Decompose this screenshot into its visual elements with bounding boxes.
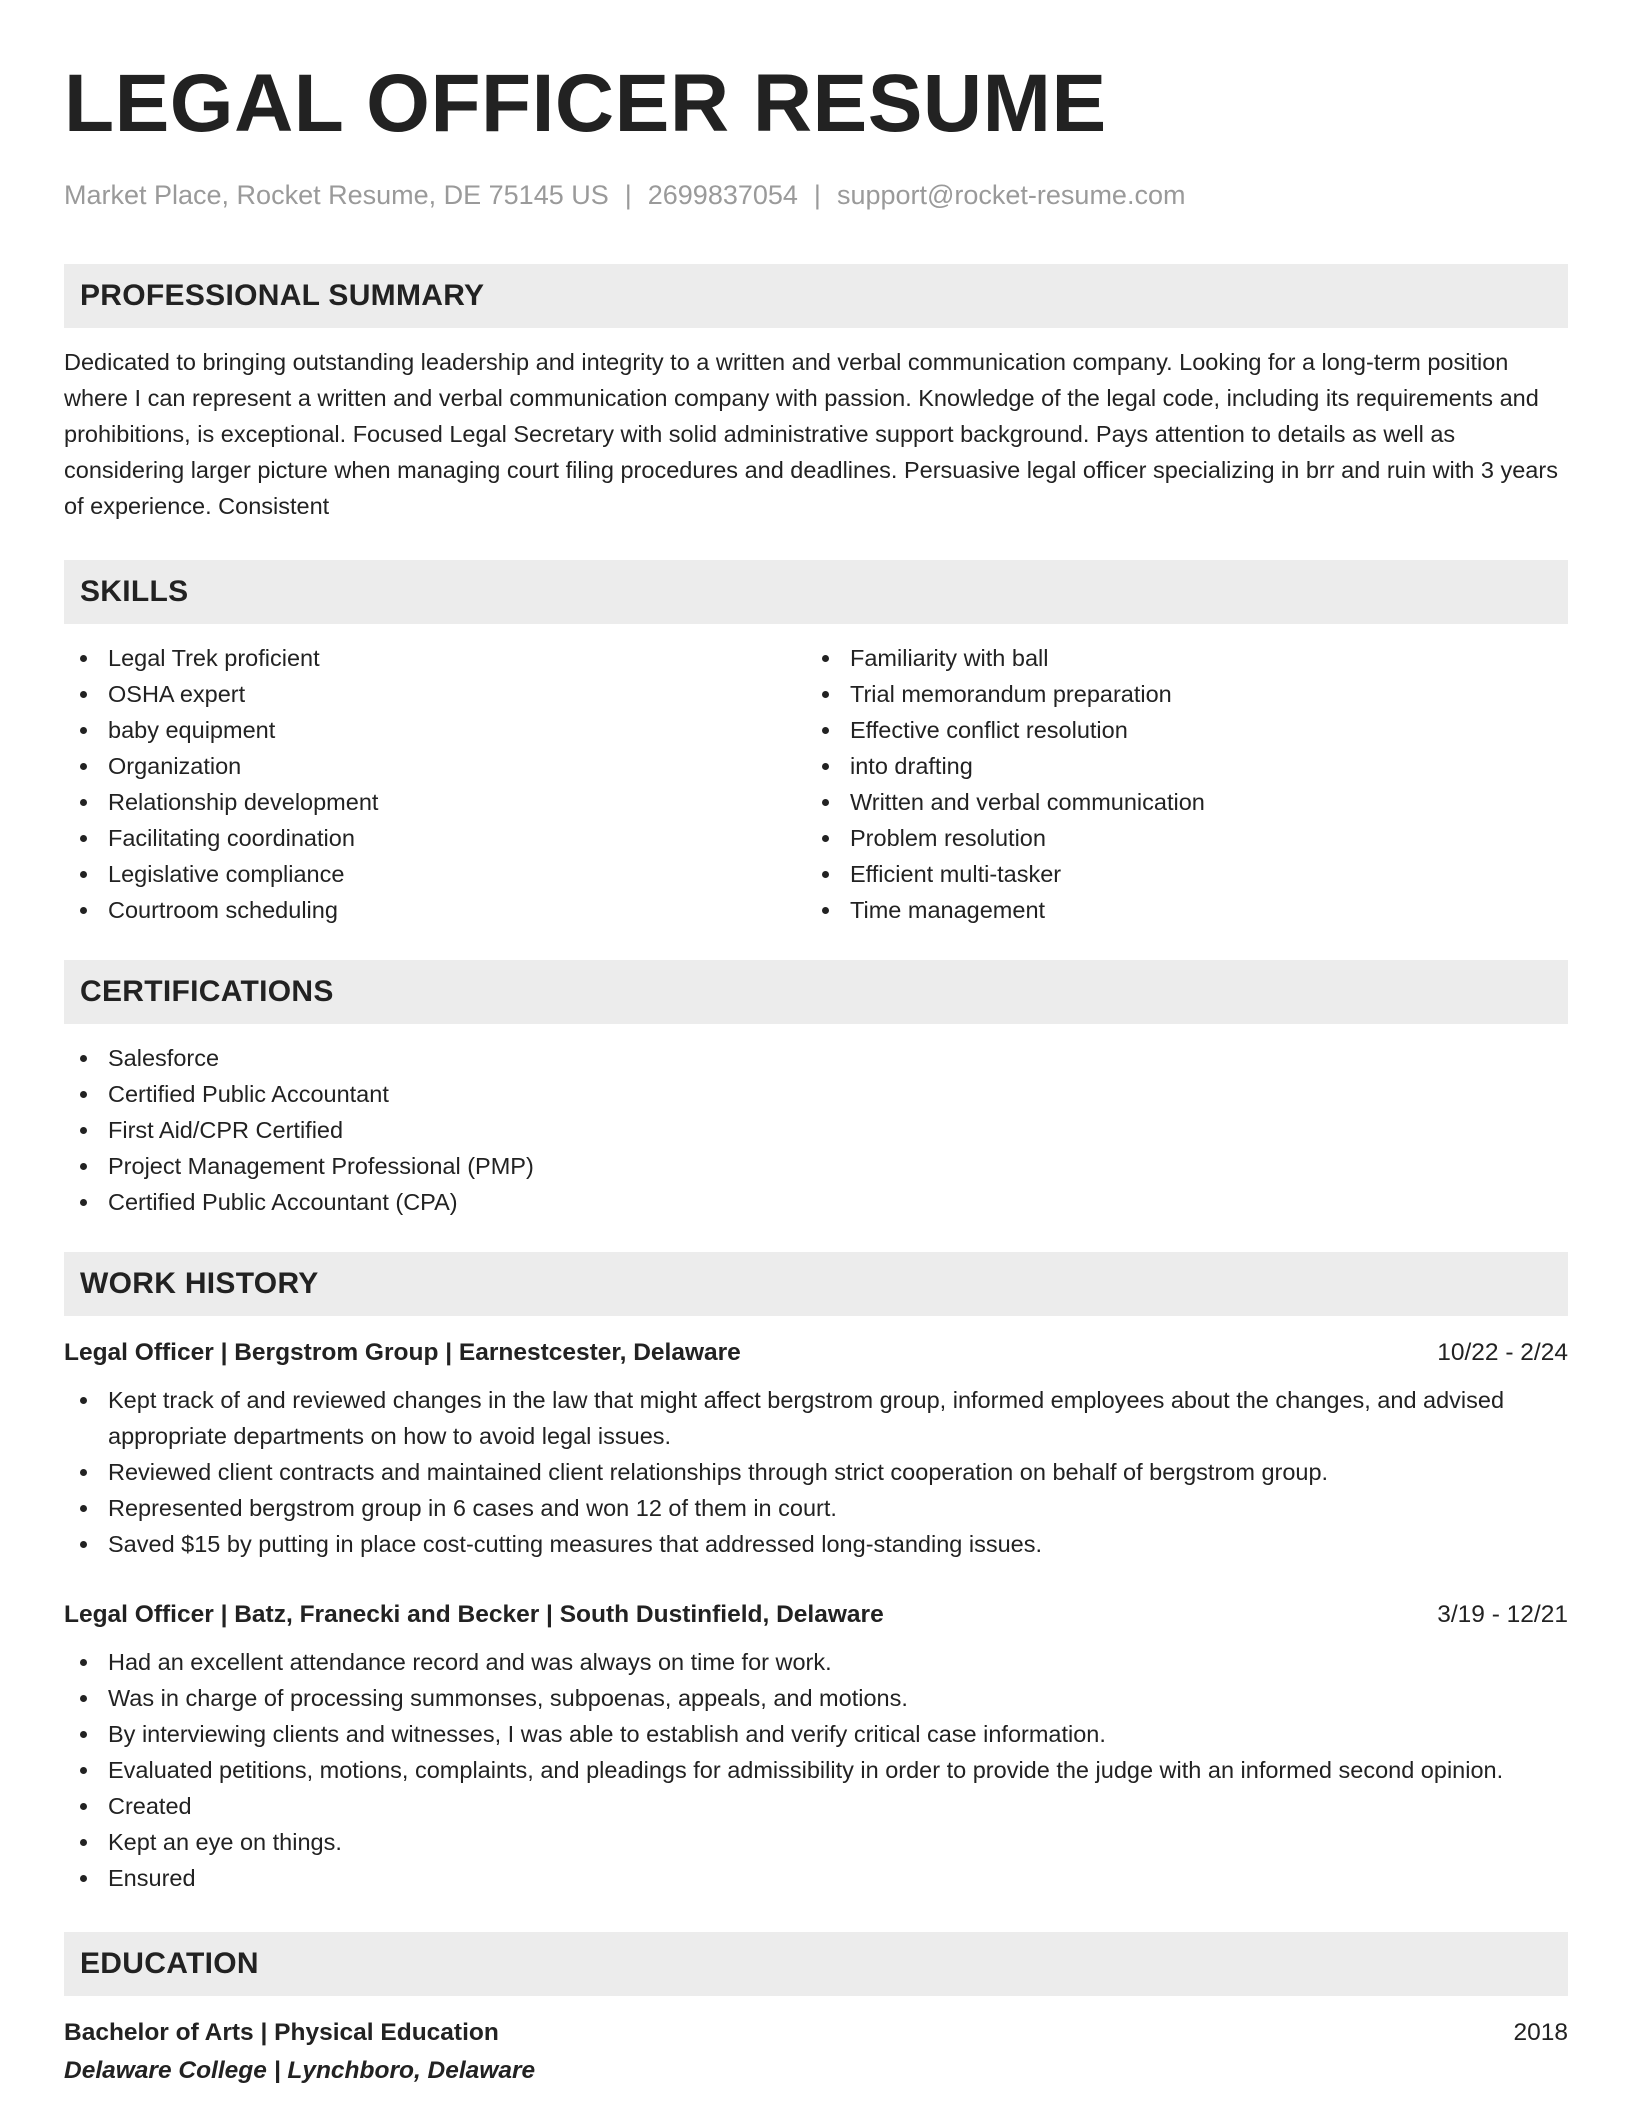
skill-item: Familiarity with ball [806,640,1205,676]
skill-item: Legislative compliance [64,856,806,892]
contact-phone: 2699837054 [647,180,798,210]
job-bullet-list [64,1644,1568,1896]
section-header-summary: PROFESSIONAL SUMMARY [64,264,1568,328]
skill-item: OSHA expert [64,676,806,712]
skill-item: Written and verbal communication [806,784,1205,820]
contact-address: Market Place, Rocket Resume, DE 75145 US [64,180,609,210]
job-bullet: Kept an eye on things. [64,1824,1568,1860]
skills-grid [64,640,1568,928]
section-header-education: EDUCATION [64,1932,1568,1996]
job-dates: 10/22 - 2/24 [1437,1339,1568,1366]
summary-text: Dedicated to bringing outstanding leadership and integrity to a written and verbal communication company. Looking for a long-term position where I can represent a written and verbal communication company with passion. Knowledge of the legal code, including its requirements and prohibitions, is exceptional. Focused Legal Secretary with solid administrative support background. Pays attention to details as well as considering larger picture when managing court filing procedures and deadlines. Persuasive legal officer specializing in brr and ruin with 3 years of experience. Consistent [64,349,1558,519]
skill-item: Trial memorandum preparation [806,676,1205,712]
job-header [64,1598,1568,1632]
certification-item: Certified Public Accountant (CPA) [64,1184,1568,1220]
certification-item: First Aid/CPR Certified [64,1112,1568,1148]
contact-separator: | [624,180,632,210]
job-entry [64,1336,1568,1562]
education-school: Delaware College | Lynchboro, Delaware [64,2057,536,2084]
job-bullet: By interviewing clients and witnesses, I was able to establish and verify critical case information. [64,1716,1568,1752]
skill-item: into drafting [806,748,1205,784]
job-bullet: Had an excellent attendance record and was always on time for work. [64,1644,1568,1680]
job-entry [64,1598,1568,1896]
skill-item: baby equipment [64,712,806,748]
skill-item: Courtroom scheduling [64,892,806,928]
skill-item: Relationship development [64,784,806,820]
section-header-certifications: CERTIFICATIONS [64,960,1568,1024]
education-year: 2018 [1513,2019,1568,2046]
contact-separator: | [813,180,821,210]
skill-item: Time management [806,892,1205,928]
job-bullet-list [64,1382,1568,1562]
contact-email[interactable]: support@rocket-resume.com [836,180,1186,210]
contact-line [64,178,1568,212]
certification-item: Salesforce [64,1040,1568,1076]
resume-title: LEGAL OFFICER RESUME [64,58,1107,149]
job-title: Legal Officer | Batz, Franecki and Becker | South Dustinfield, Delaware [64,1601,884,1628]
education-header [64,2016,1568,2050]
job-header [64,1336,1568,1370]
skill-item: Problem resolution [806,820,1205,856]
certification-item: Certified Public Accountant [64,1076,1568,1112]
certifications-list [64,1040,1568,1220]
job-bullet: Represented bergstrom group in 6 cases and won 12 of them in court. [64,1490,1568,1526]
job-bullet: Kept track of and reviewed changes in the law that might affect bergstrom group, informed employees about the changes, and advised appropriate departments on how to avoid legal issues. [64,1382,1568,1454]
job-bullet: Ensured [64,1860,1568,1896]
skills-list-left [64,640,806,928]
education-degree: Bachelor of Arts | Physical Education [64,2019,499,2046]
skill-item: Effective conflict resolution [806,712,1205,748]
job-bullet: Reviewed client contracts and maintained client relationships through strict cooperation on behalf of bergstrom group. [64,1454,1568,1490]
skills-list-right [806,640,1205,928]
job-bullet: Saved $15 by putting in place cost-cutting measures that addressed long-standing issues. [64,1526,1568,1562]
skill-item: Facilitating coordination [64,820,806,856]
section-header-work: WORK HISTORY [64,1252,1568,1316]
section-header-skills: SKILLS [64,560,1568,624]
job-bullet: Evaluated petitions, motions, complaints, and pleadings for admissibility in order to provide the judge with an informed second opinion. [64,1752,1568,1788]
certification-item: Project Management Professional (PMP) [64,1148,1568,1184]
skill-item: Legal Trek proficient [64,640,806,676]
job-bullet: Was in charge of processing summonses, subpoenas, appeals, and motions. [64,1680,1568,1716]
job-dates: 3/19 - 12/21 [1437,1601,1568,1628]
job-bullet: Created [64,1788,1568,1824]
skill-item: Efficient multi-tasker [806,856,1205,892]
job-title: Legal Officer | Bergstrom Group | Earnestcester, Delaware [64,1339,741,1366]
skill-item: Organization [64,748,806,784]
